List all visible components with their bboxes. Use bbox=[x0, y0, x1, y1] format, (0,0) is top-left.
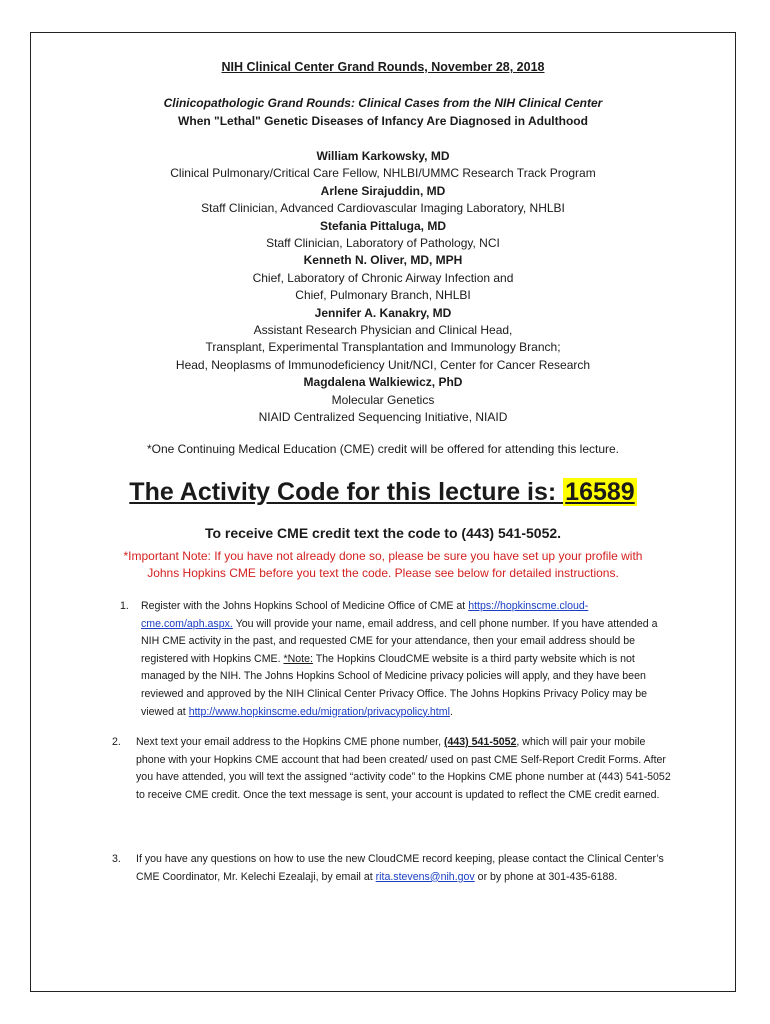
step-text: or by phone at 301-435-6188. bbox=[474, 870, 618, 883]
speaker-name: William Karkowsky, MD bbox=[316, 149, 450, 163]
speaker-role: Transplant, Experimental Transplantation and Immunology Branch; bbox=[205, 340, 561, 355]
note-label: *Note: bbox=[283, 652, 313, 665]
important-note bbox=[30, 548, 736, 582]
step-text: . bbox=[449, 705, 453, 718]
lecture-series-title: Clinicopathologic Grand Rounds: Clinical Cases from the NIH Clinical Center bbox=[163, 96, 603, 110]
step-number: 1. bbox=[120, 600, 129, 612]
speaker-list bbox=[30, 148, 736, 427]
step-number: 3. bbox=[112, 853, 121, 865]
contact-email-link[interactable]: rita.stevens@nih.gov bbox=[375, 870, 475, 883]
text-code-instruction: To receive CME credit text the code to (443) 541-5052. bbox=[204, 525, 562, 541]
step-text: Register with the Johns Hopkins School of Medicine Office of CME at bbox=[141, 600, 469, 612]
instruction-step-3 bbox=[112, 851, 671, 886]
step-text: , which will pair your mobile phone with your Hopkins CME account that had been created/ used on past CME Self-Report Credit Forms. After you have attended, you will text the assigned “activity code” to the Hopkins CME phone number at (443) 541-5052 to receive CME credit. Once the text message is sent, your account is updated to reflect the CME credit earned. bbox=[136, 736, 671, 801]
important-note-line: *Important Note: If you have not already done so, please be sure you have set up your profile with bbox=[123, 549, 643, 563]
step-text: If you have any questions on how to use the new CloudCME record keeping, please contact the Clinical Center’s CME Coordinator, Mr. Kelechi Ezealaji, by email at bbox=[136, 853, 664, 883]
lecture-title: When "Lethal" Genetic Diseases of Infancy Are Diagnosed in Adulthood bbox=[178, 114, 588, 128]
step-text: You will provide your name, email address, and cell phone number. If you have attended a NIH CME activity in the past, and requested CME for your attendance, then your email address should be registered with Hopkins CME. bbox=[141, 617, 658, 665]
important-note-line: Johns Hopkins CME before you text the code. Please see below for detailed instructions. bbox=[147, 566, 619, 580]
speaker-name: Magdalena Walkiewicz, PhD bbox=[303, 375, 463, 390]
speaker-role: Staff Clinician, Advanced Cardiovascular Imaging Laboratory, NHLBI bbox=[201, 201, 565, 216]
step-text: The Hopkins CloudCME website is a third party website which is not managed by the NIH. The Johns Hopkins School of Medicine privacy policies will apply, and they have been reviewed and approved by the NIH Clinical Center Privacy Office. The Johns Hopkins Privacy Policy may be viewed at bbox=[141, 652, 647, 718]
activity-code-label: The Activity Code for this lecture is: bbox=[129, 478, 564, 506]
page-title: NIH Clinical Center Grand Rounds, November 28, 2018 bbox=[221, 60, 545, 74]
speaker-role: Head, Neoplasms of Immunodeficiency Unit/NCI, Center for Cancer Research bbox=[175, 357, 591, 372]
speaker-role: Staff Clinician, Laboratory of Pathology, NCI bbox=[266, 236, 500, 251]
activity-code-heading bbox=[30, 478, 736, 507]
hopkins-cme-link[interactable]: https://hopkinscme.cloud-cme.com/aph.aspx. bbox=[141, 600, 589, 630]
speaker-name: Arlene Sirajuddin, MD bbox=[320, 183, 446, 198]
speaker-role: Assistant Research Physician and Clinical Head, bbox=[253, 323, 513, 338]
cme-phone-number: (443) 541-5052 bbox=[443, 736, 517, 748]
cme-credit-note: *One Continuing Medical Education (CME) credit will be offered for attending this lecture. bbox=[146, 442, 620, 456]
instruction-step-2 bbox=[112, 734, 671, 804]
privacy-policy-link[interactable]: http://www.hopkinscme.edu/migration/privacypolicy.html bbox=[188, 705, 450, 718]
step-text: Next text your email address to the Hopkins CME phone number, bbox=[136, 736, 444, 748]
speaker-role: Molecular Genetics bbox=[331, 392, 435, 407]
speaker-role: Chief, Laboratory of Chronic Airway Infection and bbox=[252, 270, 514, 285]
speaker-role: Clinical Pulmonary/Critical Care Fellow, NHLBI/UMMC Research Track Program bbox=[170, 166, 596, 181]
activity-code: 16589 bbox=[565, 478, 635, 506]
instruction-step-1 bbox=[120, 598, 661, 721]
speaker-name: Kenneth N. Oliver, MD, MPH bbox=[303, 253, 463, 268]
speaker-role: Chief, Pulmonary Branch, NHLBI bbox=[295, 288, 471, 303]
step-number: 2. bbox=[112, 736, 121, 748]
speaker-name: Stefania Pittaluga, MD bbox=[319, 218, 447, 233]
speaker-name: Jennifer A. Kanakry, MD bbox=[314, 305, 452, 320]
speaker-role: NIAID Centralized Sequencing Initiative, NIAID bbox=[258, 410, 508, 425]
